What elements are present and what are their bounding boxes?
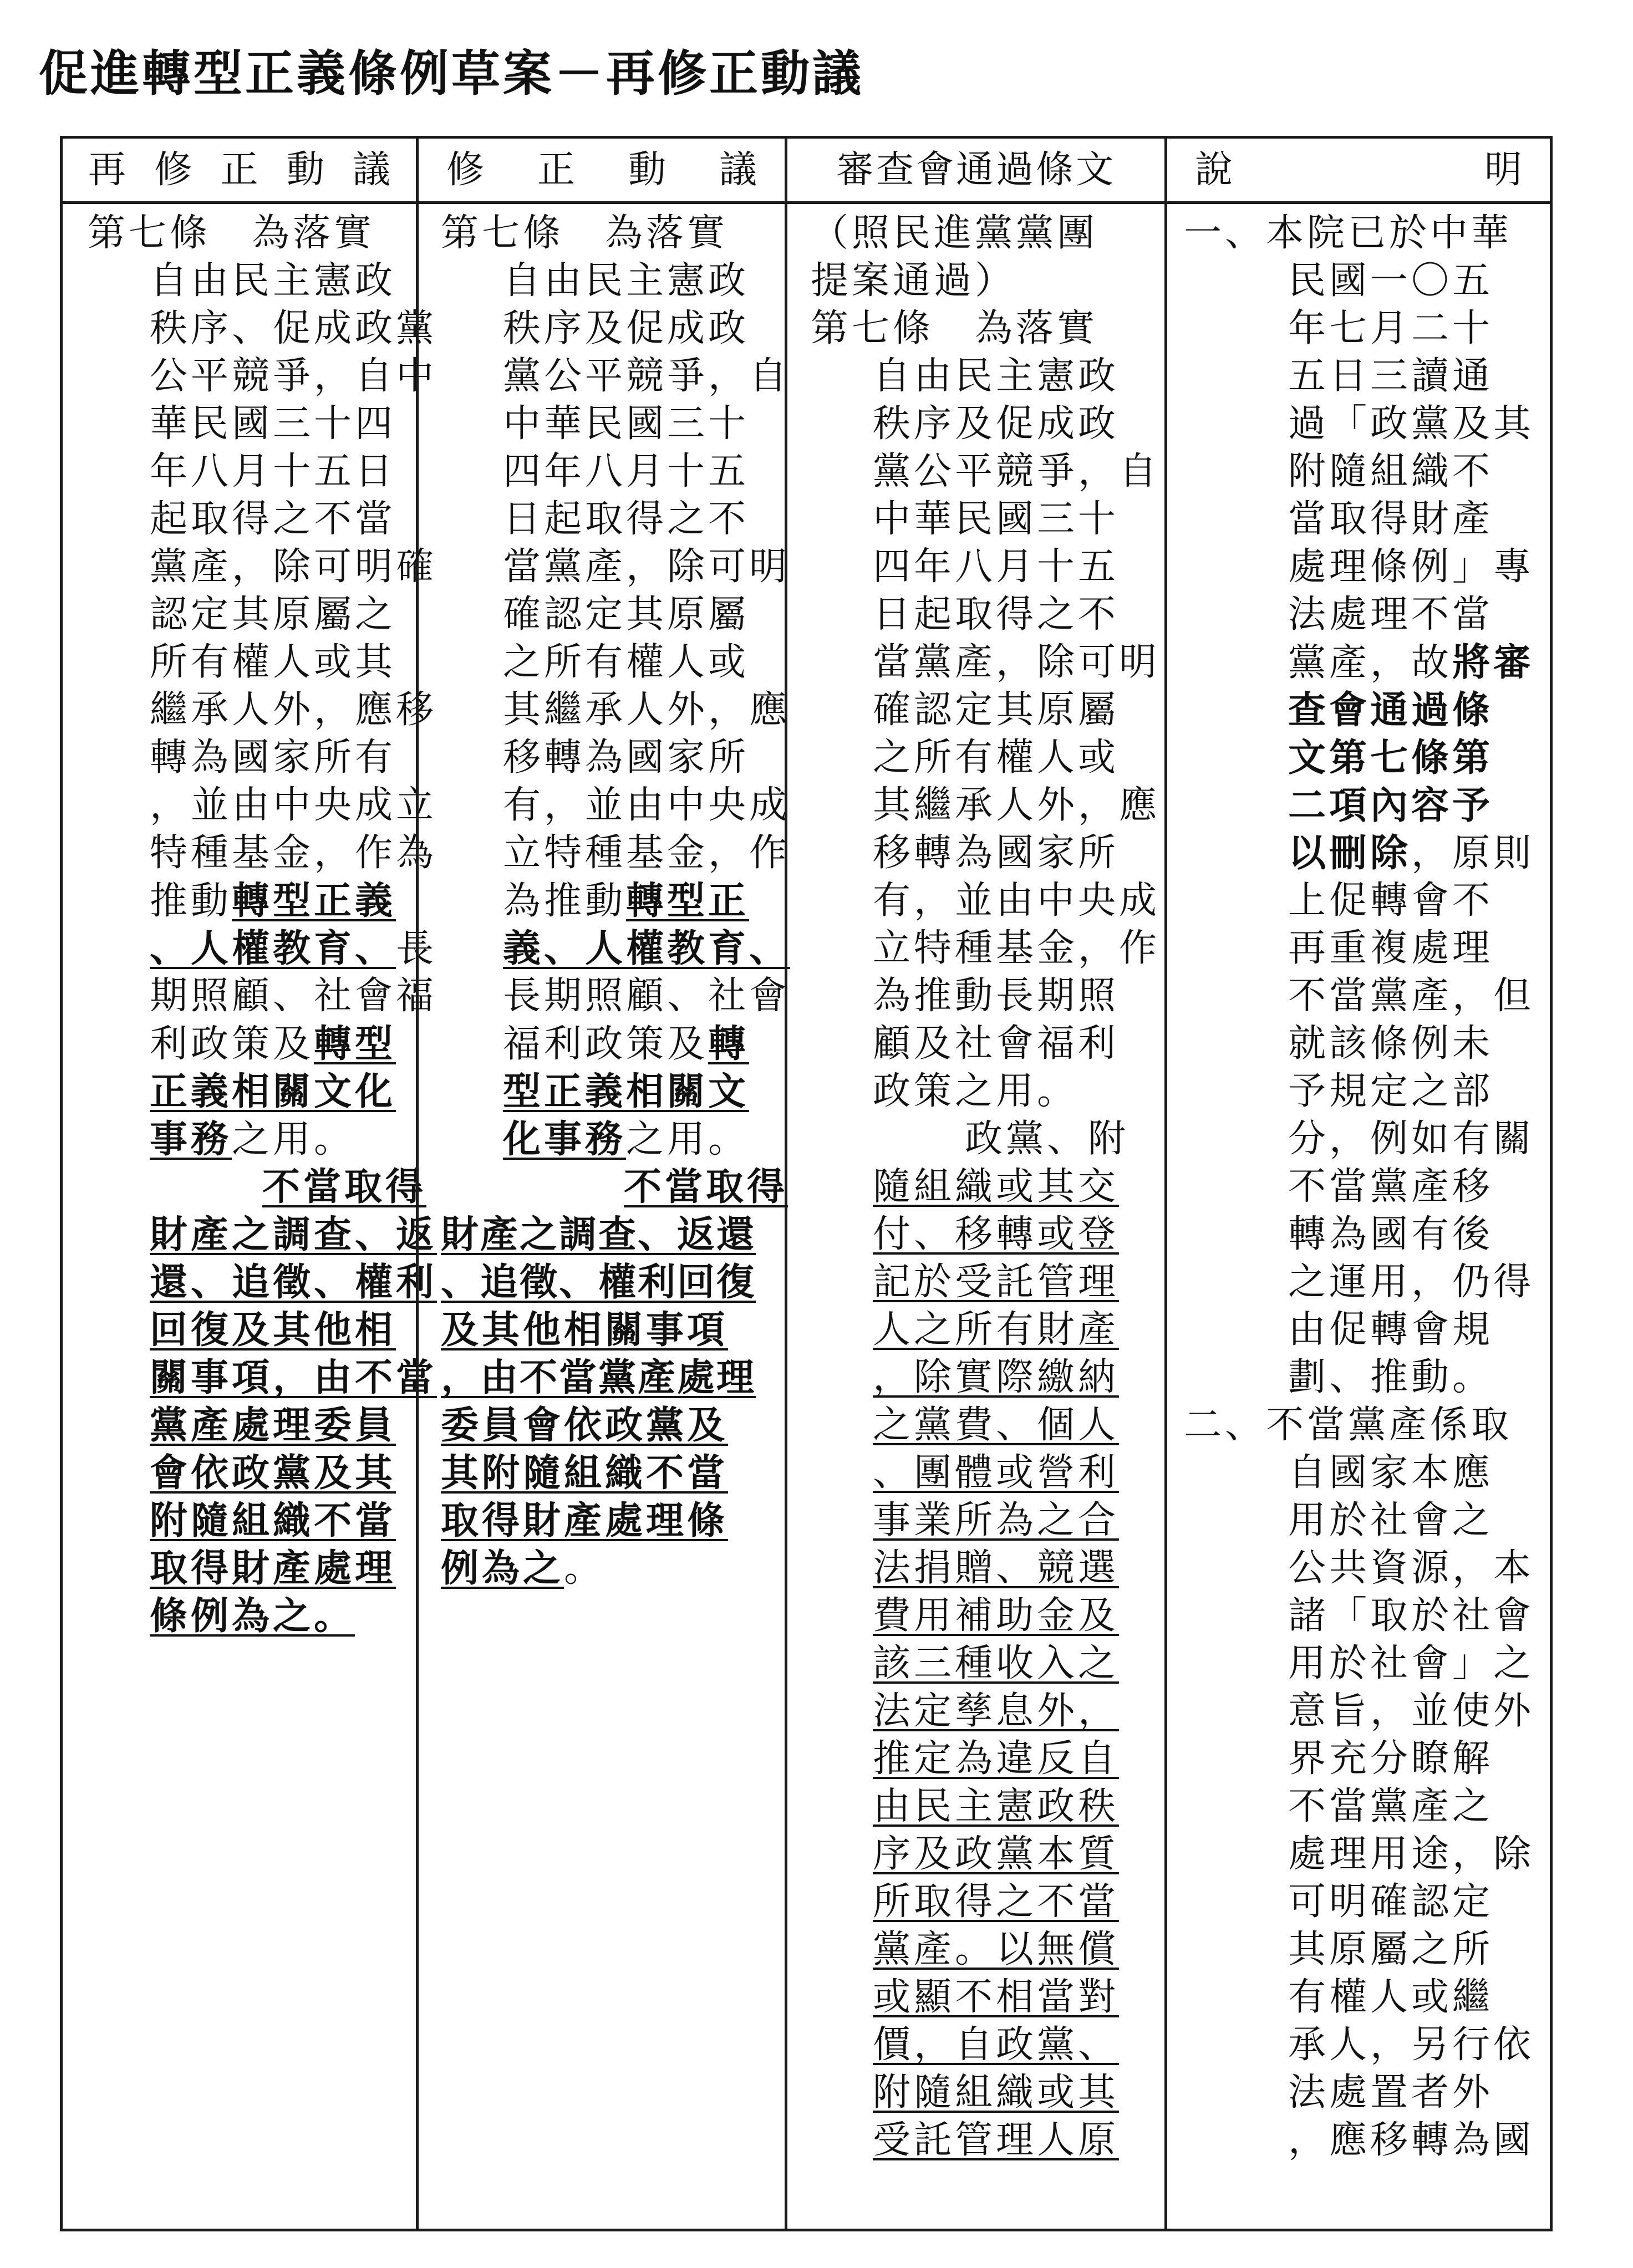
- text-line: 界充分瞭解: [1288, 1737, 1494, 1781]
- text-line: ，除實際繳納: [873, 1355, 1120, 1399]
- text-line: 過「政黨及其: [1288, 402, 1535, 446]
- text-line: 其繼承人外，應: [873, 783, 1161, 827]
- column-motion: [416, 139, 791, 2229]
- header-char: 修: [446, 147, 485, 192]
- text-line: 政黨、附: [965, 1117, 1130, 1161]
- text-line: 自國家本應: [1288, 1451, 1494, 1495]
- text-line: 當黨產，除可明: [873, 640, 1161, 684]
- text-line: 起取得之不當: [150, 497, 396, 541]
- text-line: 之黨費、個人: [873, 1403, 1120, 1447]
- text-line: 以刪除，原則: [1288, 831, 1535, 875]
- text-line: 四年八月十五: [503, 450, 750, 493]
- amended-text: 關事項，由不當: [150, 1355, 437, 1400]
- text-line: 當取得財產: [1288, 497, 1494, 541]
- header-char: 明: [1484, 147, 1522, 192]
- text-line: 二項內容予: [1288, 783, 1494, 828]
- amended-text: 轉型正: [626, 879, 750, 923]
- header-char: 再: [88, 147, 126, 192]
- text-line: 中華民國三十: [873, 497, 1120, 541]
- column-body-revised-motion: [63, 204, 437, 1640]
- text-line: 人之所有財產: [873, 1308, 1120, 1352]
- text-line: [88, 1545, 416, 1592]
- text-line: 黨公平競爭，自: [503, 354, 791, 398]
- column-revised-motion: [63, 139, 437, 2229]
- text-line: 有權人或繼: [1288, 1975, 1494, 2019]
- amended-text: 不當取得: [624, 1165, 788, 1209]
- text-line: 就該條例未: [1288, 1022, 1494, 1066]
- column-body-motion: [419, 204, 791, 1592]
- amended-text: 事務: [150, 1117, 232, 1161]
- text-line: 特種基金，作為: [150, 831, 437, 875]
- text-line: 確認定其原屬: [873, 688, 1120, 732]
- text-line: [88, 1449, 416, 1497]
- text-line: 秩序及促成政: [873, 402, 1120, 446]
- header-char: 議: [719, 147, 757, 192]
- text-line: 移轉為國家所: [503, 736, 750, 779]
- text-line: 價，自政黨、: [873, 2023, 1120, 2067]
- text-line: [88, 1211, 437, 1258]
- text-line: 公平競爭，自中: [150, 354, 437, 398]
- emphasized-text: 以刪除: [1288, 831, 1412, 875]
- amended-text: 不當取得: [262, 1165, 427, 1209]
- text-line: 法處置者外: [1288, 2071, 1494, 2114]
- amended-text: 例為之: [441, 1546, 564, 1591]
- text-line: 其繼承人外，應: [503, 688, 791, 732]
- text-line: [88, 1497, 416, 1545]
- text-line: 五日三讀通: [1288, 354, 1494, 398]
- text-line: [441, 1401, 785, 1449]
- text-line: 法定孳息外，: [873, 1689, 1120, 1733]
- text-line: 民國一〇五: [1288, 259, 1494, 303]
- text-line: 黨產，故將審: [1288, 640, 1535, 685]
- amended-text: 取得財產處理: [150, 1546, 396, 1591]
- text-line: [441, 1354, 785, 1401]
- amended-text: 轉型: [314, 1022, 396, 1066]
- text-line: 法捐贈、競選: [873, 1546, 1120, 1590]
- amended-text: 正義相關文化: [150, 1069, 396, 1114]
- text-line: [441, 1306, 785, 1354]
- text-line: 記於受託管理: [873, 1260, 1120, 1304]
- text-line: 自由民主憲政: [150, 259, 396, 303]
- text-line: [441, 1449, 785, 1497]
- text-line: 四年八月十五: [873, 545, 1120, 589]
- text-line: 福利政策及轉: [503, 1022, 750, 1066]
- text-line: 中華民國三十: [503, 402, 750, 446]
- amended-text: 其附隨組織不當: [441, 1451, 729, 1495]
- header-char: 動: [286, 147, 324, 192]
- text-line: 所有權人或其: [150, 640, 396, 684]
- amended-text: 還、追徵、權利: [150, 1260, 437, 1304]
- text-line: 有，並由中央成: [873, 879, 1161, 923]
- header-char: 修: [154, 147, 192, 192]
- column-body-explanation: [1167, 204, 1550, 2164]
- text-line: 化事務之用。: [503, 1117, 750, 1161]
- text-line: 政策之用。: [873, 1069, 1079, 1113]
- text-line: 第七條 為落實: [441, 211, 729, 255]
- text-line: 、人權教育、長: [150, 926, 437, 971]
- text-line: 利政策及轉型: [150, 1022, 396, 1066]
- text-line: 承人，另行依: [1288, 2023, 1535, 2067]
- amended-text: 化事務: [503, 1117, 627, 1161]
- text-line: 查會通過條: [1288, 688, 1494, 732]
- text-line: 為推動長期照: [873, 974, 1120, 1018]
- text-line: 日起取得之不: [503, 497, 750, 541]
- text-line: 序及政黨本質: [873, 1832, 1120, 1876]
- text-line: 文第七條第: [1288, 736, 1494, 780]
- text-line: 予規定之部: [1288, 1069, 1494, 1113]
- amended-text: 義、人權教育、: [503, 926, 791, 971]
- text-line: 不當黨產之: [1288, 1785, 1494, 1828]
- column-committee-text: [785, 139, 1164, 2229]
- amended-text: ，由不當黨產處理: [441, 1355, 756, 1400]
- text-line: ，並由中央成立: [150, 783, 437, 827]
- text-line: 自由民主憲政: [873, 354, 1120, 398]
- text-line: 顧及社會福利: [873, 1022, 1120, 1066]
- text-line: 所取得之不當: [873, 1880, 1120, 1924]
- text-line: 由民主憲政秩: [873, 1785, 1120, 1828]
- text-line: 由促轉會規: [1288, 1308, 1494, 1352]
- text-line: 再重複處理: [1288, 926, 1494, 970]
- header-char: 正: [537, 147, 575, 192]
- text-line: 轉為國家所有: [150, 736, 396, 779]
- text-line: [441, 1211, 785, 1258]
- amended-text: 轉: [708, 1022, 750, 1066]
- text-line: 期照顧、社會福: [150, 974, 437, 1018]
- text-line: 或顯不相當對: [873, 1975, 1120, 2019]
- amended-text: 黨產處理委員: [150, 1403, 396, 1448]
- text-line: 處理條例」專: [1288, 545, 1535, 589]
- amended-text: 取得財產處理條: [441, 1499, 729, 1543]
- text-line: 受託管理人原: [873, 2118, 1120, 2162]
- text-line: [441, 1068, 785, 1115]
- text-line: 年七月二十: [1288, 307, 1494, 350]
- amended-text: 附隨組織不當: [150, 1499, 396, 1543]
- text-line: 公共資源，本: [1288, 1546, 1535, 1590]
- text-line: 之所有權人或: [873, 736, 1120, 779]
- text-line: 移轉為國家所: [873, 831, 1120, 875]
- text-line: 用於社會之: [1288, 1499, 1494, 1542]
- text-line: 繼承人外，應移: [150, 688, 437, 732]
- text-line: 例為之。: [441, 1546, 606, 1591]
- text-line: [441, 1258, 785, 1306]
- text-line: 華民國三十四: [150, 402, 396, 446]
- text-line: 立特種基金，作: [873, 926, 1161, 970]
- text-line: 認定其原屬之: [150, 593, 396, 636]
- text-line: [441, 925, 791, 972]
- amended-text: 條例為之。: [150, 1594, 355, 1638]
- text-line: 黨公平競爭，自: [873, 450, 1161, 493]
- column-header-motion: [419, 139, 785, 204]
- amended-text: 轉型正義: [232, 879, 396, 923]
- amended-text: 、人權教育、: [150, 926, 396, 971]
- text-line: [88, 1163, 427, 1211]
- text-line: 秩序及促成政: [503, 307, 750, 350]
- text-line: 黨產。以無償: [873, 1928, 1120, 1971]
- text-line: [441, 1163, 788, 1211]
- amended-text: 及其他相關事項: [441, 1308, 729, 1352]
- text-line: 諸「取於社會: [1288, 1594, 1535, 1638]
- text-line: 可明確認定: [1288, 1880, 1494, 1924]
- text-line: 事業所為之合: [873, 1499, 1120, 1542]
- header-char: 議: [352, 147, 390, 192]
- text-line: ，應移轉為國: [1288, 2118, 1535, 2162]
- text-line: 二、不當黨產係取: [1184, 1403, 1513, 1447]
- text-line: [88, 1258, 437, 1306]
- text-line: 費用補助金及: [873, 1594, 1120, 1638]
- text-line: [88, 1401, 416, 1449]
- text-line: [441, 1497, 785, 1545]
- emphasized-text: 將審: [1452, 640, 1535, 685]
- text-line: [88, 1354, 437, 1401]
- text-line: 長期照顧、社會: [503, 974, 791, 1018]
- header-char: 正: [220, 147, 258, 192]
- text-line: 意旨，並使外: [1288, 1689, 1535, 1733]
- text-line: 用於社會」之: [1288, 1642, 1535, 1685]
- text-line: 提案通過）: [811, 259, 1016, 303]
- text-line: 日起取得之不: [873, 593, 1120, 636]
- column-header-explanation: [1167, 139, 1550, 204]
- text-line: 事務之用。: [150, 1117, 355, 1161]
- text-line: [88, 1068, 416, 1115]
- document-title: 促進轉型正義條例草案－再修正動議: [39, 44, 864, 102]
- column-body-committee-text: [787, 204, 1164, 2164]
- text-line: 上促轉會不: [1288, 879, 1494, 923]
- text-line: 分，例如有關: [1288, 1117, 1535, 1161]
- amended-text: 、追徵、權利回復: [441, 1260, 756, 1304]
- header-char: 動: [628, 147, 666, 192]
- amended-text: 財產之調查、返: [150, 1212, 437, 1257]
- text-line: 付、移轉或登: [873, 1212, 1120, 1256]
- text-line: 不當黨產，但: [1288, 974, 1535, 1018]
- amended-text: 回復及其他相: [150, 1308, 396, 1352]
- text-line: （照民進黨黨團: [811, 211, 1098, 255]
- comparison-table: [60, 136, 1553, 2231]
- text-line: 自由民主憲政: [503, 259, 750, 303]
- text-line: 法處理不當: [1288, 593, 1494, 636]
- text-line: 推定為違反自: [873, 1737, 1120, 1781]
- text-line: 有，並由中央成: [503, 783, 791, 827]
- amended-text: 會依政黨及其: [150, 1451, 396, 1495]
- text-line: 、團體或營利: [873, 1451, 1120, 1495]
- text-line: 劃、推動。: [1288, 1355, 1494, 1399]
- text-line: 附隨組織不: [1288, 450, 1494, 493]
- amended-text: 財產之調查、返還: [441, 1212, 756, 1257]
- text-line: [88, 1306, 416, 1354]
- text-line: 轉為國有後: [1288, 1212, 1494, 1256]
- text-line: 秩序、促成政黨: [150, 307, 437, 350]
- column-header-committee-text: 審查會通過條文: [787, 139, 1164, 204]
- text-line: [88, 1592, 416, 1640]
- text-line: 該三種收入之: [873, 1642, 1120, 1685]
- text-line: 一、本院已於中華: [1184, 211, 1513, 255]
- header-char: 說: [1195, 147, 1233, 192]
- text-line: 為推動轉型正: [503, 879, 750, 923]
- text-line: 第七條 為落實: [88, 211, 375, 255]
- text-line: 其原屬之所: [1288, 1928, 1494, 1971]
- text-line: 不當黨產移: [1288, 1165, 1494, 1209]
- text-line: 黨產，除可明確: [150, 545, 437, 589]
- text-line: 之所有權人或: [503, 640, 750, 684]
- text-line: 推動轉型正義: [150, 879, 396, 923]
- column-explanation: [1164, 139, 1550, 2229]
- text-line: 年八月十五日: [150, 450, 396, 493]
- text-line: 處理用途，除: [1288, 1832, 1535, 1876]
- text-line: 隨組織或其交: [873, 1165, 1120, 1209]
- text-line: 確認定其原屬: [503, 593, 750, 636]
- text-line: 附隨組織或其: [873, 2071, 1120, 2114]
- text-line: 第七條 為落實: [811, 307, 1098, 350]
- column-header-revised-motion: [63, 139, 416, 204]
- amended-text: 型正義相關文: [503, 1069, 750, 1114]
- text-line: 立特種基金，作: [503, 831, 791, 875]
- amended-text: 委員會依政黨及: [441, 1403, 729, 1448]
- text-line: 當黨產，除可明: [503, 545, 791, 589]
- text-line: 之運用，仍得: [1288, 1260, 1535, 1304]
